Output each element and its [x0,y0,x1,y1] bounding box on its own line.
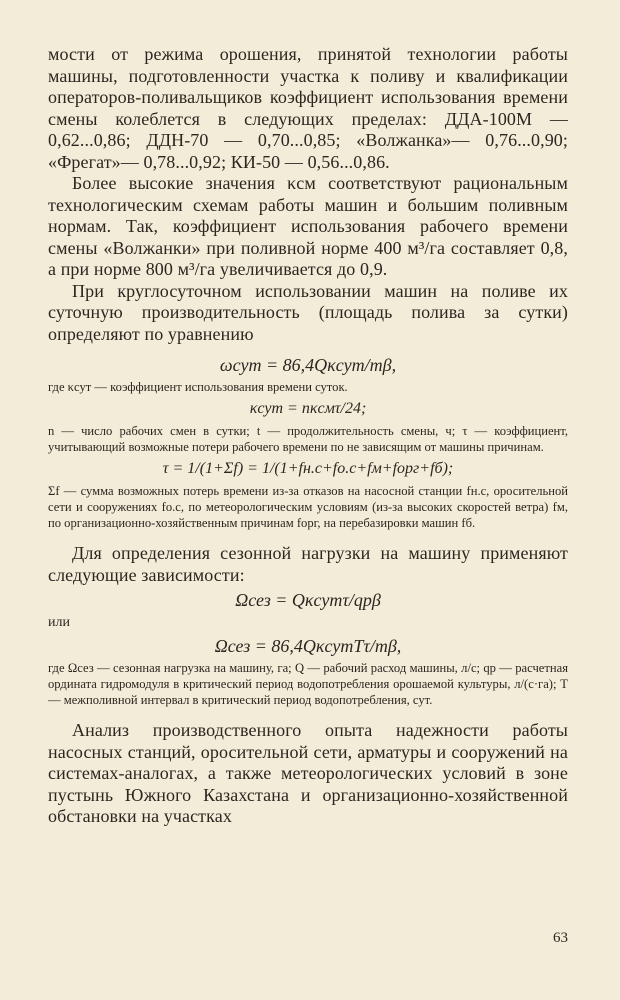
paragraph-1: мости от режима орошения, принятой технологии работы машины, подготовленности участка к поливу и квалификации операторов-поливальщиков коэффициент использования времени смены колеблется в следующих пределах: ДДА-100М — 0,62...0,86; ДДН-70 — 0,70...0,85; «Волжанка»— 0,76...0,90; «Фрегат»— 0,78...0,92; КИ-50 — 0,56...0,86. [48,44,568,172]
note-omega: где Ωсез — сезонная нагрузка на машину, га; Q — рабочий расход машины, л/с; qр — расчетная ордината гидромодуля в критический период водопотребления орошаемой культуры, л/(с·га); T — межполивной интервал в критический период водопотребления, сут. [48,661,568,707]
note-n-t-tau: n — число рабочих смен в сутки; t — продолжительность смены, ч; τ — коэффициент, учитывающий возможные потери рабочего времени по не зависящим от машины причинам. [48,424,568,454]
paragraph-3: При круглосуточном использовании машин на поливе их суточную производительность (площадь полива за сутки) определяют по уравнению [48,280,568,344]
page-body [48,44,568,828]
word-ili: или [48,615,70,630]
note-k-sut: где κсут — коэффициент использования времени суток. [48,380,348,394]
formula-seasonal-load-2: Ωсез = 86,4QκсутTτ/mβ, [214,636,402,656]
formula-seasonal-load-1: Ωсез = Qκсутτ/qрβ [235,590,381,610]
page-number: 63 [553,930,568,946]
note-sum-f: Σf — сумма возможных потерь времени из-за отказов на насосной станции fн.с, оросительной сети и сооружениях fо.с, по метеорологическим условиям (из-за высоких скоростей ветра) fм, по организационно-хозяйственным причинам fорг, на перебазировки машин fб. [48,484,568,530]
paragraph-4: Для определения сезонной нагрузки на машину применяют следующие зависимости: [48,543,568,585]
formula-tau: τ = 1/(1+Σf) = 1/(1+fн.с+fо.с+fм+fорг+fб); [162,460,454,477]
paragraph-2: Более высокие значения κсм соответствуют рациональным технологическим схемам работы машин и большим поливным нормам. Так, коэффициент использования рабочего времени смены «Волжанки» при поливной норме 400 м³/га составляет 0,8, а при норме 800 м³/га увеличивается до 0,9. [48,173,568,279]
formula-daily-output: ωсут = 86,4Qκсут/mβ, [219,355,397,375]
paragraph-5: Анализ производственного опыта надежности работы насосных станций, оросительной сети, арматуры и сооружений на системах-аналогах, а также метеорологических условий в зоне пустынь Южного Казахстана и организационно-хозяйственной обстановки на участках [48,720,568,826]
formula-k-sut: κсут = nκсмτ/24; [249,400,367,417]
